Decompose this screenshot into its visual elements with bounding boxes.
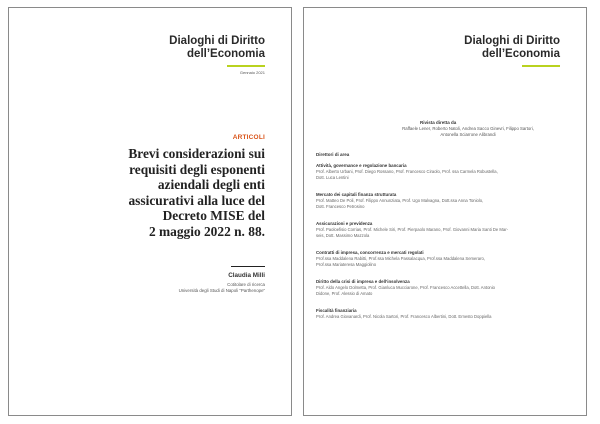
affiliation-line: Cotitolare di ricerca — [227, 282, 265, 287]
area-block — [316, 192, 574, 210]
area-title: Mercato dei capitali finanza strutturata — [316, 192, 397, 197]
area-block — [316, 250, 574, 268]
area-members: Prof.ssa Maddalena Rabitti, Prof.ssa Michela Passalacqua, Prof.ssa Maddalena Semeraro, — [316, 256, 485, 261]
area-title: Diritto della crisi di impresa e dell’insolvenza — [316, 279, 410, 284]
areas-heading: Direttori di area — [316, 152, 350, 157]
area-members: Prof. Paoloefisio Corrias, Prof. Michele Siri, Prof. Pierpaolo Marano, Prof. Giovanni Maria Santi De Mar- — [316, 227, 509, 232]
journal-brand — [169, 35, 265, 61]
affiliation-line: Università degli Studi di Napoli “Parthenope” — [178, 288, 265, 293]
area-members: Prof. Matteo De Poli, Prof. Filippo Annunziata, Prof. Ugo Malvagna, Dott.ssa Anna Toniolo, — [316, 198, 484, 203]
area-title: Assicurazioni e previdenza — [316, 221, 373, 226]
area-members: Prof. Aldo Angelo Dolmetta, Prof. Gianluca Mucciarone, Prof. Francesco Accettella, Dott. Antonio — [316, 285, 495, 290]
area-title: Fiscalità finanziaria — [316, 308, 357, 313]
title-line: Decreto MISE del — [162, 208, 265, 224]
journal-brand — [464, 35, 560, 61]
area-title: Contratti di impresa, concorrenza e mercati regolati — [316, 250, 424, 255]
brand-line-1: Dialoghi di Diritto — [169, 35, 265, 47]
direction-line: Antonella Sciarrone Alibrandi — [440, 132, 496, 138]
direction-heading: Rivista diretta da — [420, 120, 457, 125]
area-members: Prof. Andrea Giovanardi, Prof. Nicola Sartori, Prof. Francesco Albertini, Dott. Ernesto Doppiella — [316, 314, 492, 319]
left-page — [8, 7, 292, 416]
brand-line-2: dell’Economia — [187, 48, 265, 60]
title-line: 2 maggio 2022 n. 88. — [148, 223, 265, 239]
area-members: Prof. Alberto Urbani, Prof. Diego Rossano, Prof. Francesco Ciraolo, Prof. ssa Carmela Robustella, — [316, 169, 498, 174]
author-divider — [231, 266, 265, 267]
author-affiliation — [179, 282, 265, 294]
area-title: Attività, governance e regolazione bancaria — [316, 163, 407, 168]
area-members: Dott. Luca Lentini — [316, 175, 349, 180]
area-members: Prof.ssa Mariateresa Maggiolino — [316, 262, 377, 267]
area-block — [316, 221, 574, 239]
area-members: seis, Dott. Massimo Mazzola — [316, 233, 370, 238]
article-title — [35, 146, 265, 240]
title-line: requisiti degli esponenti — [129, 161, 265, 177]
direction-names — [368, 126, 568, 138]
right-page — [303, 7, 587, 416]
area-block — [316, 163, 574, 181]
title-line: aziendali degli enti — [157, 177, 265, 193]
area-block — [316, 279, 574, 297]
title-line: Brevi considerazioni sui — [128, 146, 265, 161]
brand-accent-bar — [522, 65, 560, 67]
brand-accent-bar — [227, 65, 265, 67]
area-members: Dott. Francesco Petrosino — [316, 204, 365, 209]
brand-line-2: dell’Economia — [482, 48, 560, 60]
author-name: Claudia Milli — [228, 272, 265, 279]
title-line: assicurativi alla luce del — [128, 192, 265, 208]
section-label: ARTICOLI — [232, 134, 265, 141]
area-block — [316, 308, 574, 320]
brand-line-1: Dialoghi di Diritto — [464, 35, 560, 47]
issue-date: Gennaio 2021 — [239, 70, 265, 75]
direction-line: Raffaele Lener, Roberto Natoli, Andrea Sacco Ginevri, Filippo Sartori, — [402, 126, 534, 131]
area-members: Didone, Prof. Alessio di Amato — [316, 291, 373, 296]
